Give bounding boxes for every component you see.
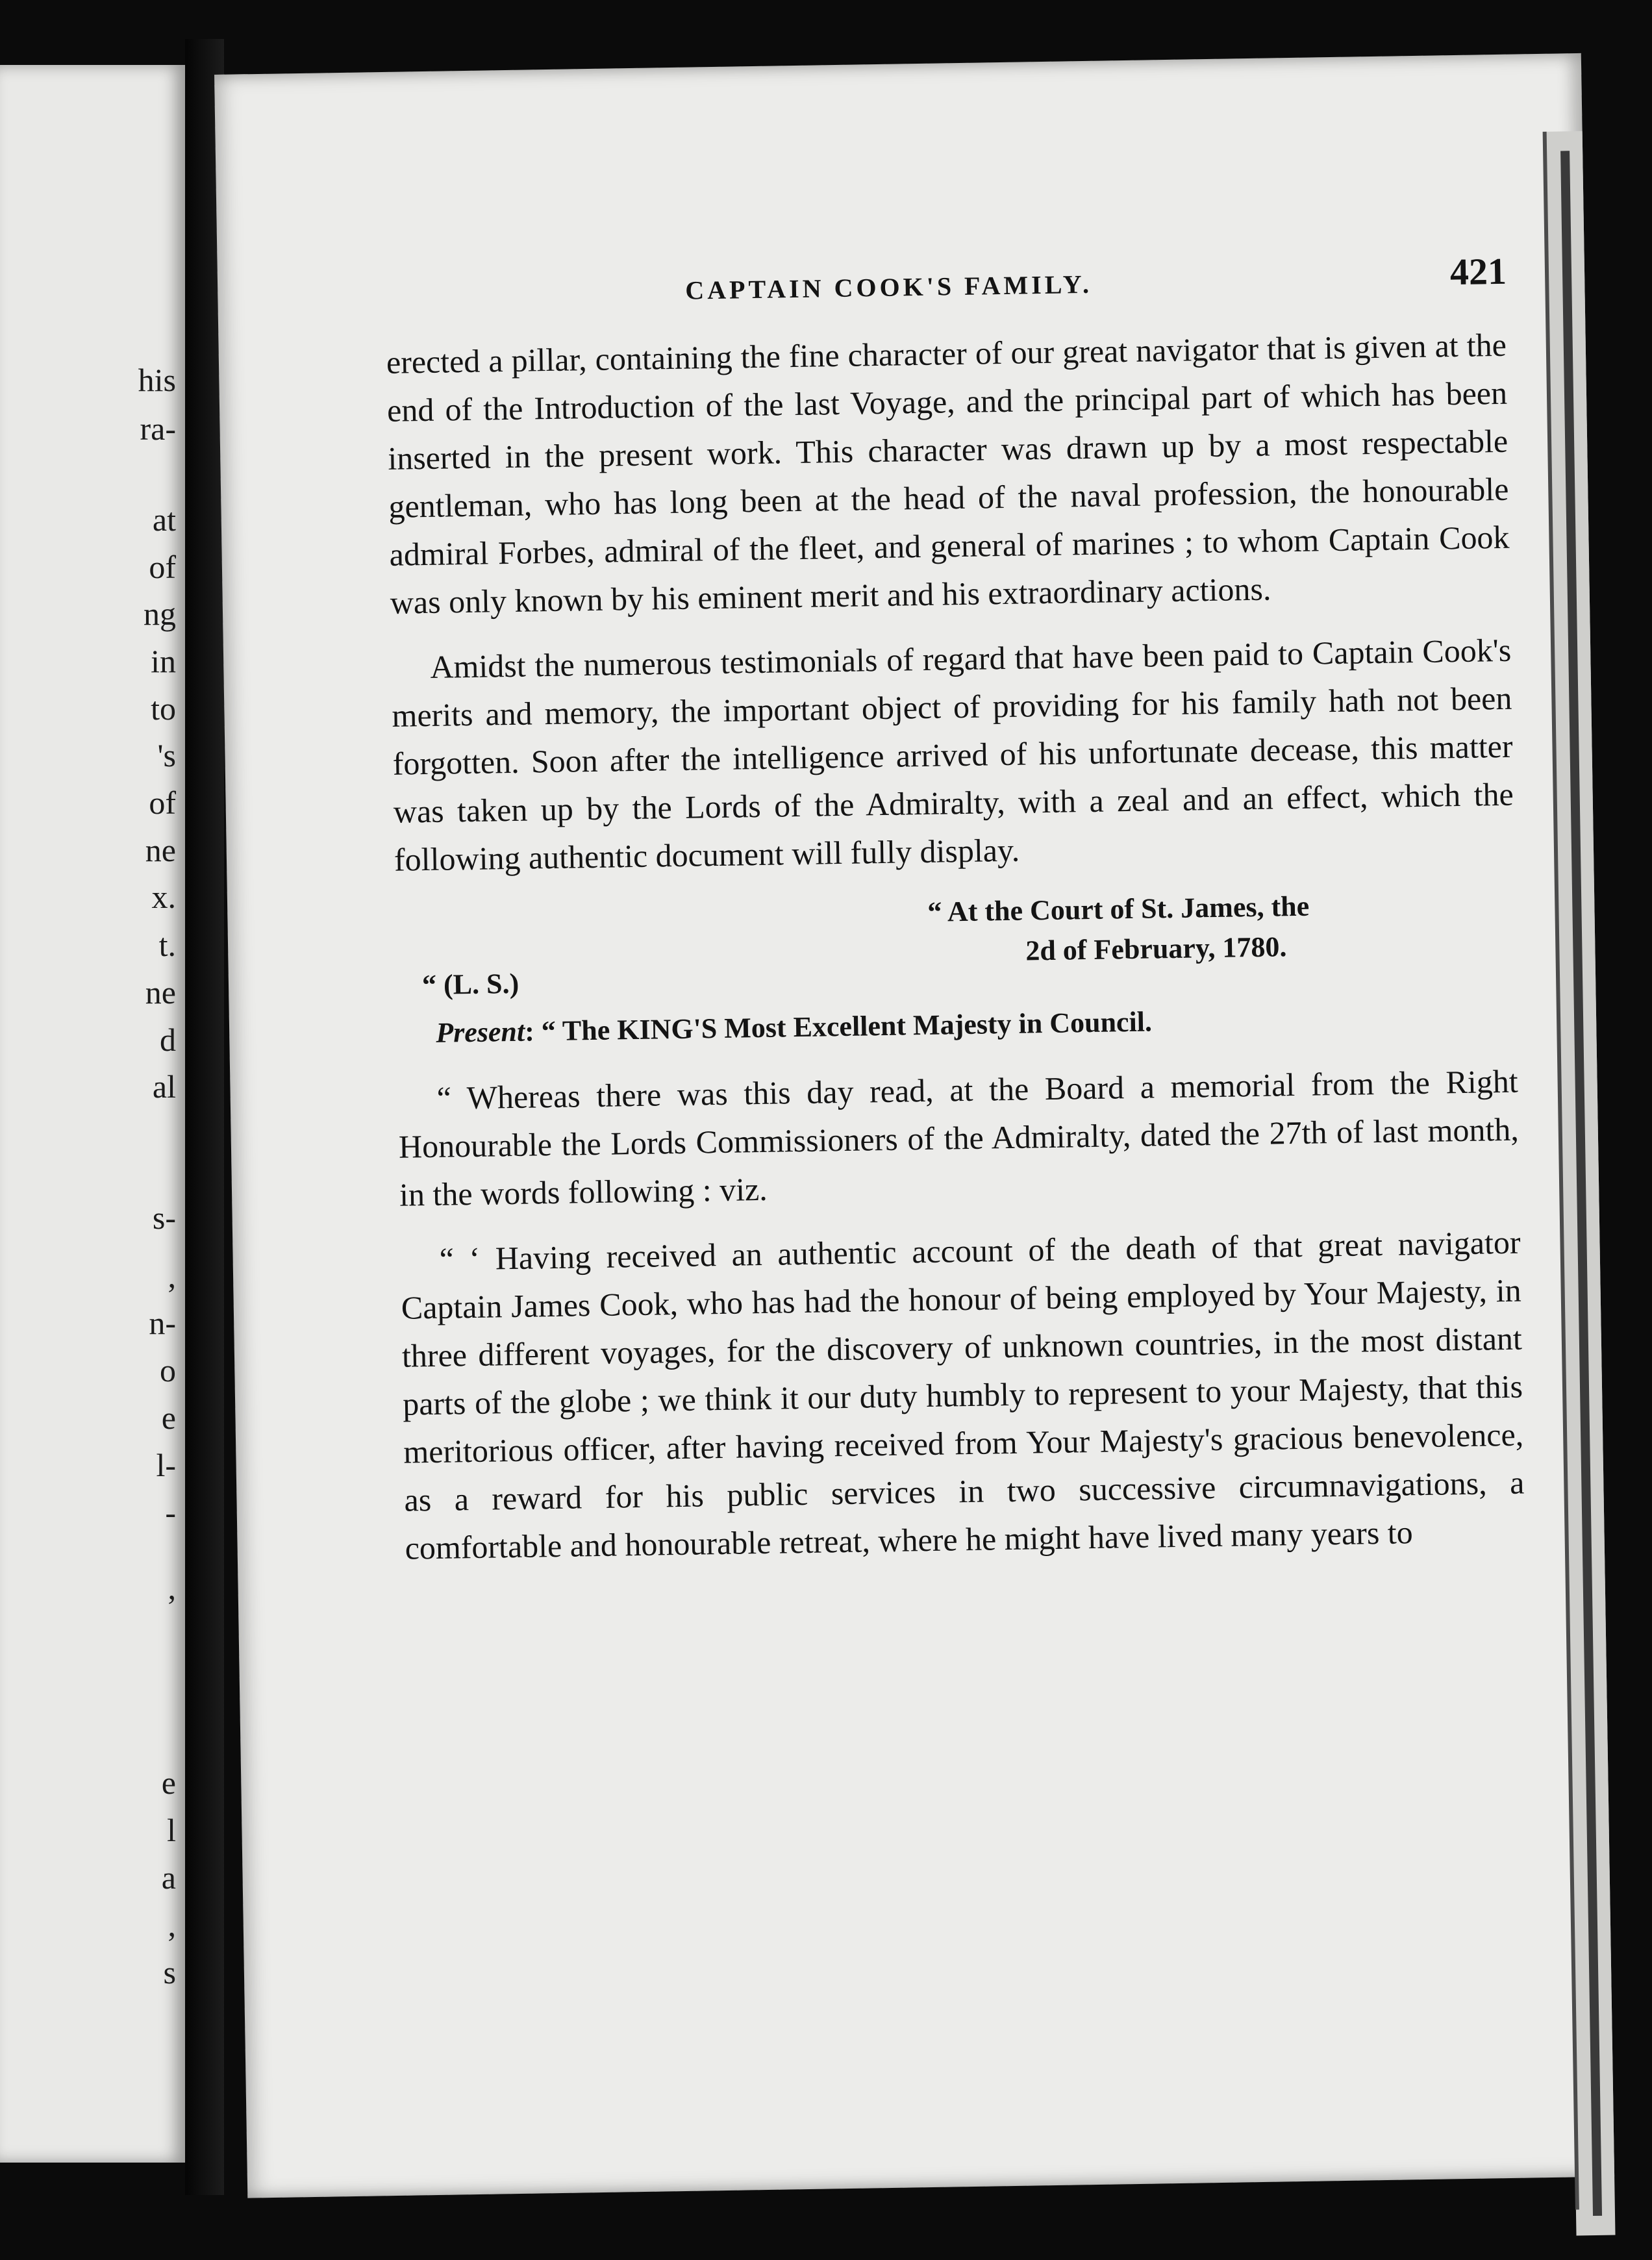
page-body [386, 321, 1525, 1572]
page-number: 421 [1449, 249, 1507, 294]
left-page-fragment: , [168, 1907, 176, 1943]
present-label: Present [435, 1015, 525, 1049]
page-header [386, 249, 1507, 319]
left-facing-page [0, 65, 185, 2163]
left-page-fragment: l [167, 1812, 176, 1848]
left-page-fragment: ra- [140, 410, 176, 447]
court-date: 2d of February, 1780. [1025, 931, 1287, 967]
left-page-fragment: s [163, 1954, 176, 1990]
left-page-fragment: , [168, 1258, 176, 1294]
left-page-fragment: ne [145, 832, 176, 868]
left-page-fragment: l- [156, 1447, 176, 1483]
seal-mark: “ (L. S.) [421, 967, 519, 1001]
left-page-fragment: t. [158, 927, 176, 963]
left-page-fragment: , [168, 1570, 176, 1606]
left-page-fragment: of [149, 785, 176, 821]
left-page-fragment: al [152, 1068, 176, 1105]
left-page-fragment: e [161, 1400, 176, 1436]
left-page-fragment: ng [144, 596, 176, 632]
left-page-fragment: of [149, 549, 176, 585]
paragraph: erected a pillar, containing the fine character of our great navigator that is given at the end of the Introduction of the last Voyage, and the principal part of which has been inserted in the present work. This character was drawn up by a most respectable gentleman, who has long been at the head of the naval profession, the honourable admiral Forbes, admiral of the fleet, and general of marines ; to whom Captain Cook was only known by his eminent merit and his extraordinary actions. [386, 326, 1510, 621]
left-page-fragment: o [160, 1352, 176, 1388]
paragraph: “ ‘ Having received an authentic account of the death of that great navigator Captain James Cook, who has had the honour of being employed by Your Majesty, in three different voyages, for the discovery of unknown countries, in the most distant parts of the globe ; we think it our duty humbly to represent to your Majesty, that this meritorious officer, after having received from Your Majesty's gracious benevolence, as a reward for his public services in two successive circumnavigations, a comfortable and honourable retreat, where he might have lived many years to [401, 1224, 1525, 1566]
paragraph: “ Whereas there was this day read, at the Board a memorial from the Right Honourable the Lords Commissioners of the Admiralty, dated the 27th of last month, in the words following : viz. [398, 1062, 1520, 1213]
book-page [214, 53, 1614, 2198]
left-page-fragment: n- [149, 1305, 176, 1341]
left-page-fragment: a [161, 1859, 176, 1896]
left-page-fragment: his [138, 362, 176, 398]
left-page-fragment: ne [145, 974, 176, 1011]
left-page-fragment: - [165, 1494, 176, 1531]
running-head: CAPTAIN COOK'S FAMILY. [684, 269, 1093, 305]
paragraph: Amidst the numerous testimonials of regard that have been paid to Captain Cook's merits and memory, the important object of providing for his family hath not been forgotten. Soon after the intelligence arrived of his unfortunate decease, this matter was taken up by the Lords of the Admiralty, with a zeal and an effect, which the following authentic document will fully display. [392, 631, 1514, 878]
left-page-fragment: d [160, 1022, 176, 1058]
left-page-fragment: to [151, 690, 176, 727]
court-line: “ At the Court of St. James, the [927, 890, 1310, 928]
left-page-fragment: at [152, 501, 176, 538]
present-text: : “ The KING'S Most Excellent Majesty in Council. [524, 1005, 1153, 1048]
left-page-fragment: s- [152, 1199, 176, 1236]
left-page-fragment: 's [157, 737, 176, 773]
left-page-fragment: in [151, 643, 176, 679]
left-page-fragment: e [161, 1764, 176, 1801]
left-page-fragment: x. [151, 879, 176, 915]
